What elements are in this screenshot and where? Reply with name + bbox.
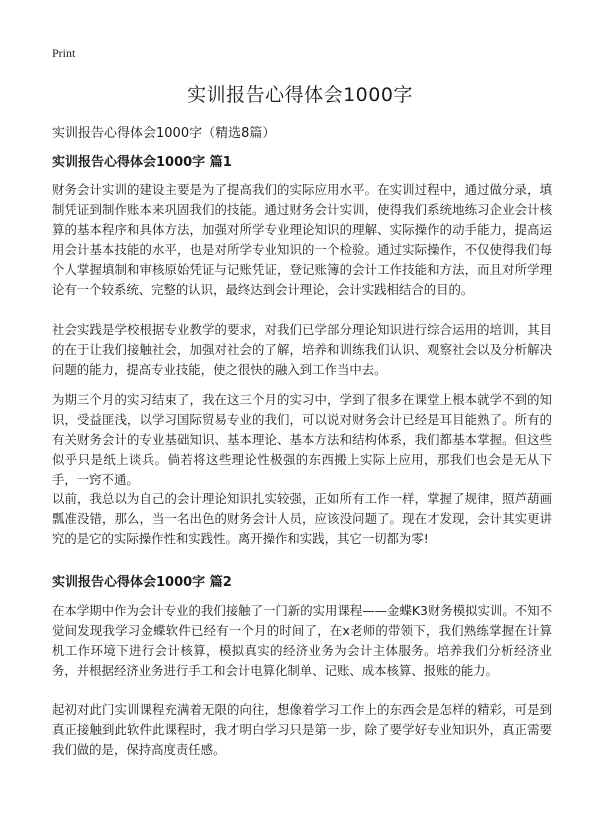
section-2-paragraph-2: 起初对此门实训课程充满着无限的向往，想像着学习工作上的东西会是怎样的精彩，可是到真正接触到此软件此课程时，我才明白学习只是第一步，除了要学好专业知识外，真正需要我们做的是，保持高度责任感。	[52, 702, 552, 757]
page-subtitle: 实训报告心得体会1000字（精选8篇）	[52, 126, 276, 141]
section-heading-2: 实训报告心得体会1000字 篇2	[52, 575, 232, 590]
page-title: 实训报告心得体会1000字	[187, 84, 413, 106]
print-link[interactable]: Print	[52, 46, 76, 60]
section-heading-1: 实训报告心得体会1000字 篇1	[52, 155, 232, 170]
section-1-paragraph-3: 为期三个月的实习结束了，我在这三个月的实习中，学到了很多在课堂上根本就学不到的知识，受益匪浅，以学习国际贸易专业的我们，可以说对财务会计已经是耳目能熟了。所有的有关财务会计的专业基础知识、基本理论、基本方法和结构体系，我们都基本掌握。但这些似乎只是纸上谈兵。倘若将这些理论性极强的东西搬上实际上应用，那我们也会是无从下手，一窍不通。	[52, 392, 552, 487]
section-1-paragraph-2: 社会实践是学校根据专业教学的要求，对我们已学部分理论知识进行综合运用的培训，其目的在于让我们接触社会，加强对社会的了解，培养和训练我们认识、观察社会以及分析解决问题的能力，提高专业技能，使之很快的融入到工作当中去。	[52, 322, 552, 377]
section-1-paragraph-1: 财务会计实训的建设主要是为了提高我们的实际应用水平。在实训过程中，通过做分录，填制凭证到制作账本来巩固我们的技能。通过财务会计实训，使得我们系统地练习企业会计核算的基本程序和具体方法，加强对所学专业理论知识的理解、实际操作的动手能力，提高运用会计基本技能的水平，也是对所学专业知识的一个检验。通过实际操作，不仅使得我们每个人掌握填制和审核原始凭证与记账凭证，登记账簿的会计工作技能和方法，而且对所学理论有一个较系统、完整的认识，最终达到会计理论，会计实践相结合的目的。	[52, 182, 552, 297]
section-1-paragraph-4: 以前，我总以为自己的会计理论知识扎实较强，正如所有工作一样，掌握了规律，照芦葫画瓢准没错，那么，当一名出色的财务会计人员，应该没问题了。现在才发现，会计其实更讲究的是它的实际操作性和实践性。离开操作和实践，其它一切都为零!	[52, 491, 552, 546]
section-2-paragraph-1: 在本学期中作为会计专业的我们接触了一门新的实用课程——金蝶K3财务模拟实训。不知不觉间发现我学习金蝶软件已经有一个月的时间了，在x老师的带领下，我们熟练掌握在计算机工作环境下进行会计核算，模拟真实的经济业务为会计主体服务。培养我们分析经济业务，并根据经济业务进行手工和会计电算化制单、记账、成本核算、报账的能力。	[52, 603, 552, 678]
